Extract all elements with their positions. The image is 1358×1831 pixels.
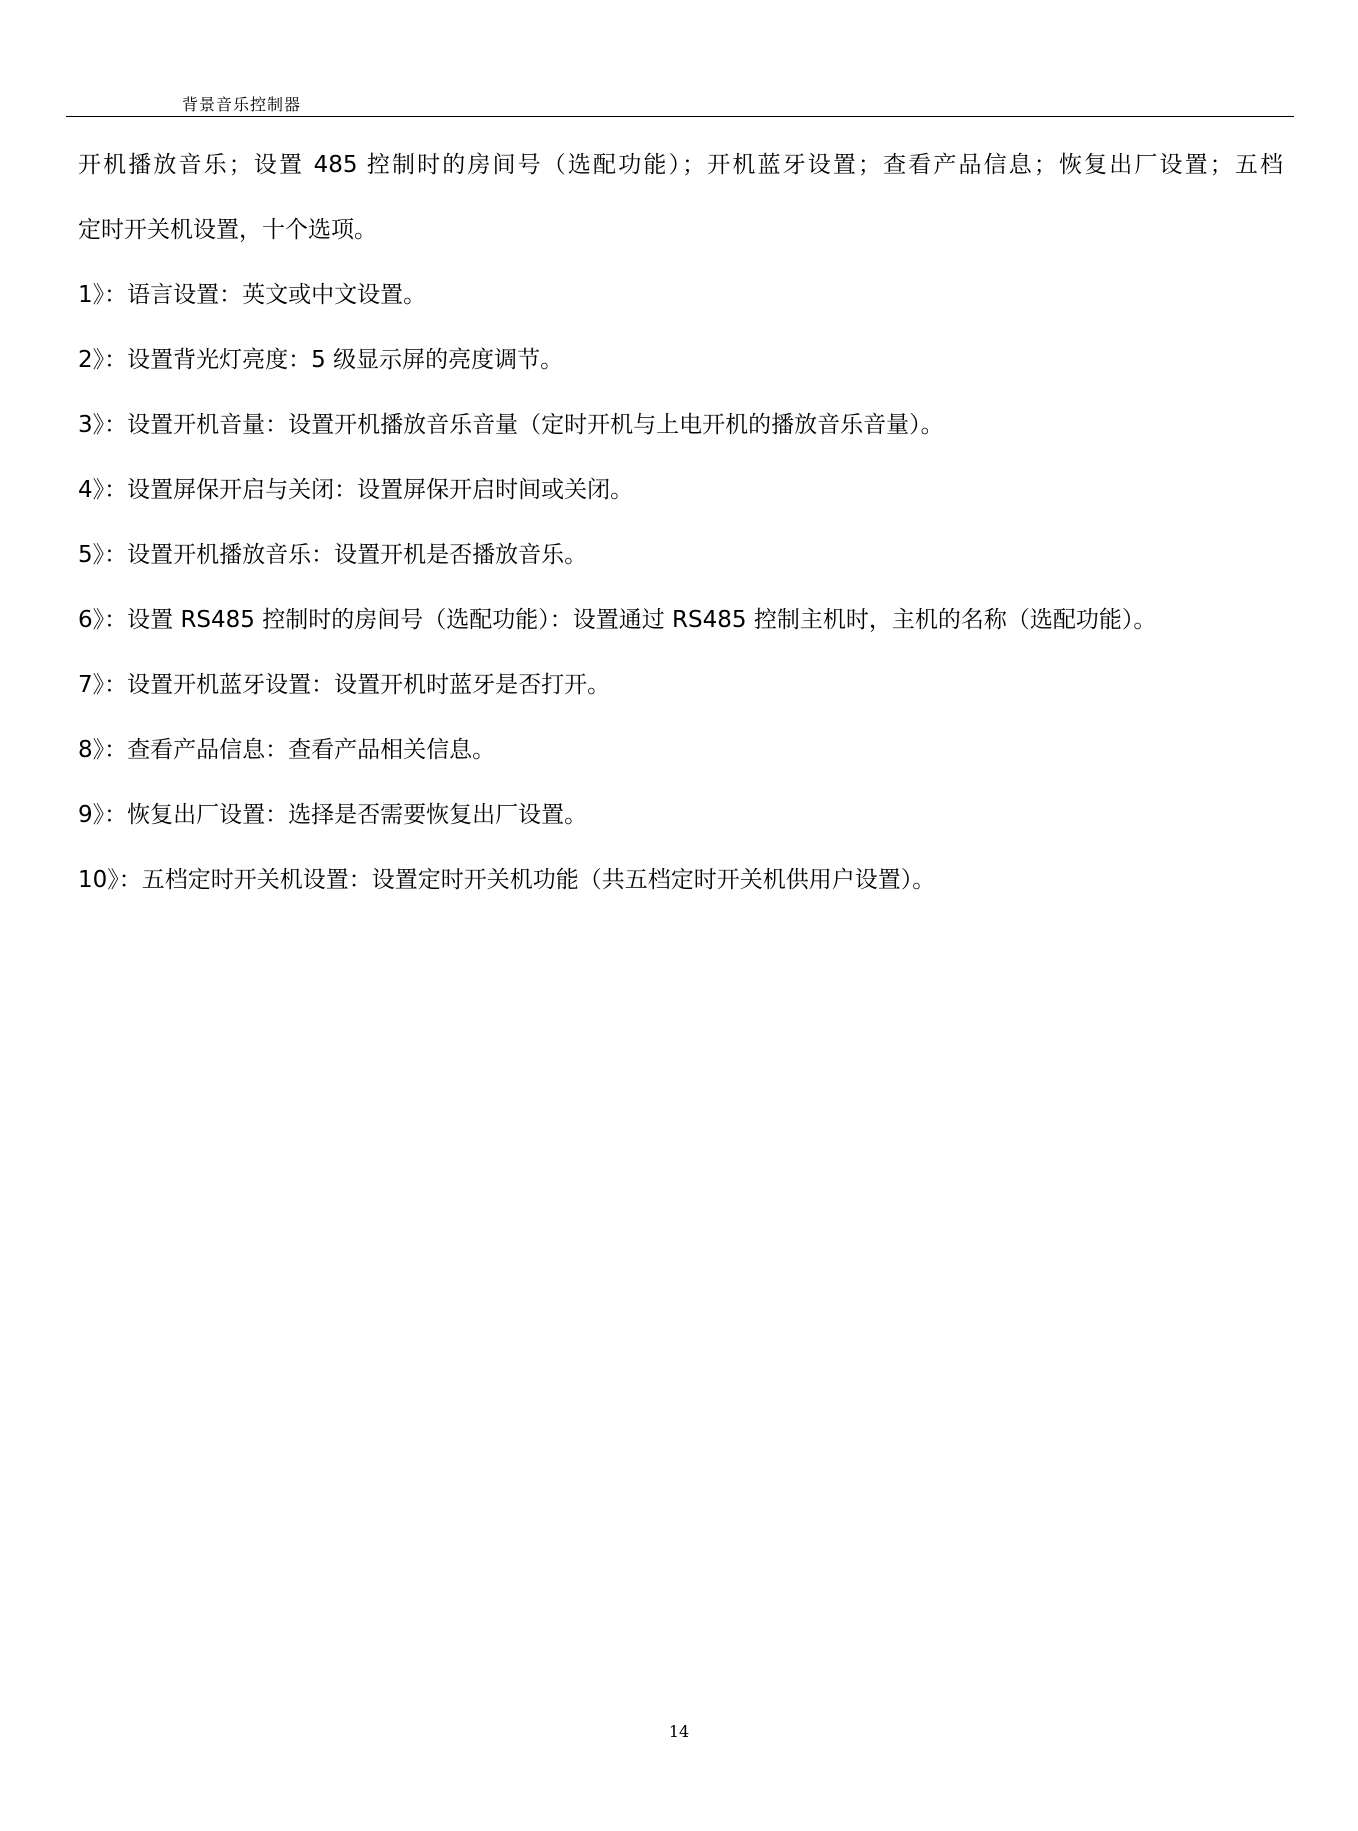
list-item-10: 10》：五档定时开关机设置：设置定时开关机功能（共五档定时开关机供用户设置）。 (78, 867, 936, 893)
list-item-9: 9》：恢复出厂设置：选择是否需要恢复出厂设置。 (78, 802, 588, 828)
list-item-6: 6》：设置 RS485 控制时的房间号（选配功能）：设置通过 RS485 控制主机时，主机的名称（选配功能）。 (78, 607, 1157, 633)
header-divider (66, 116, 1294, 117)
intro-line-1: 开机播放音乐；设置 485 控制时的房间号（选配功能）；开机蓝牙设置；查看产品信息；恢复出厂设置；五档 (78, 152, 1283, 178)
list-item-7: 7》：设置开机蓝牙设置：设置开机时蓝牙是否打开。 (78, 672, 611, 698)
list-item-2: 2》：设置背光灯亮度：5 级显示屏的亮度调节。 (78, 347, 564, 373)
list-item-4: 4》：设置屏保开启与关闭：设置屏保开启时间或关闭。 (78, 477, 634, 503)
list-item-5: 5》：设置开机播放音乐：设置开机是否播放音乐。 (78, 542, 588, 568)
page-number: 14 (668, 1722, 690, 1741)
list-item-8: 8》：查看产品信息：查看产品相关信息。 (78, 737, 496, 763)
body-text (78, 133, 1298, 913)
list-item-3: 3》：设置开机音量：设置开机播放音乐音量（定时开机与上电开机的播放音乐音量）。 (78, 412, 944, 438)
list-item-1: 1》：语言设置：英文或中文设置。 (78, 282, 427, 308)
intro-line-2: 定时开关机设置，十个选项。 (78, 217, 377, 243)
running-header: 背景音乐控制器 (182, 95, 302, 114)
